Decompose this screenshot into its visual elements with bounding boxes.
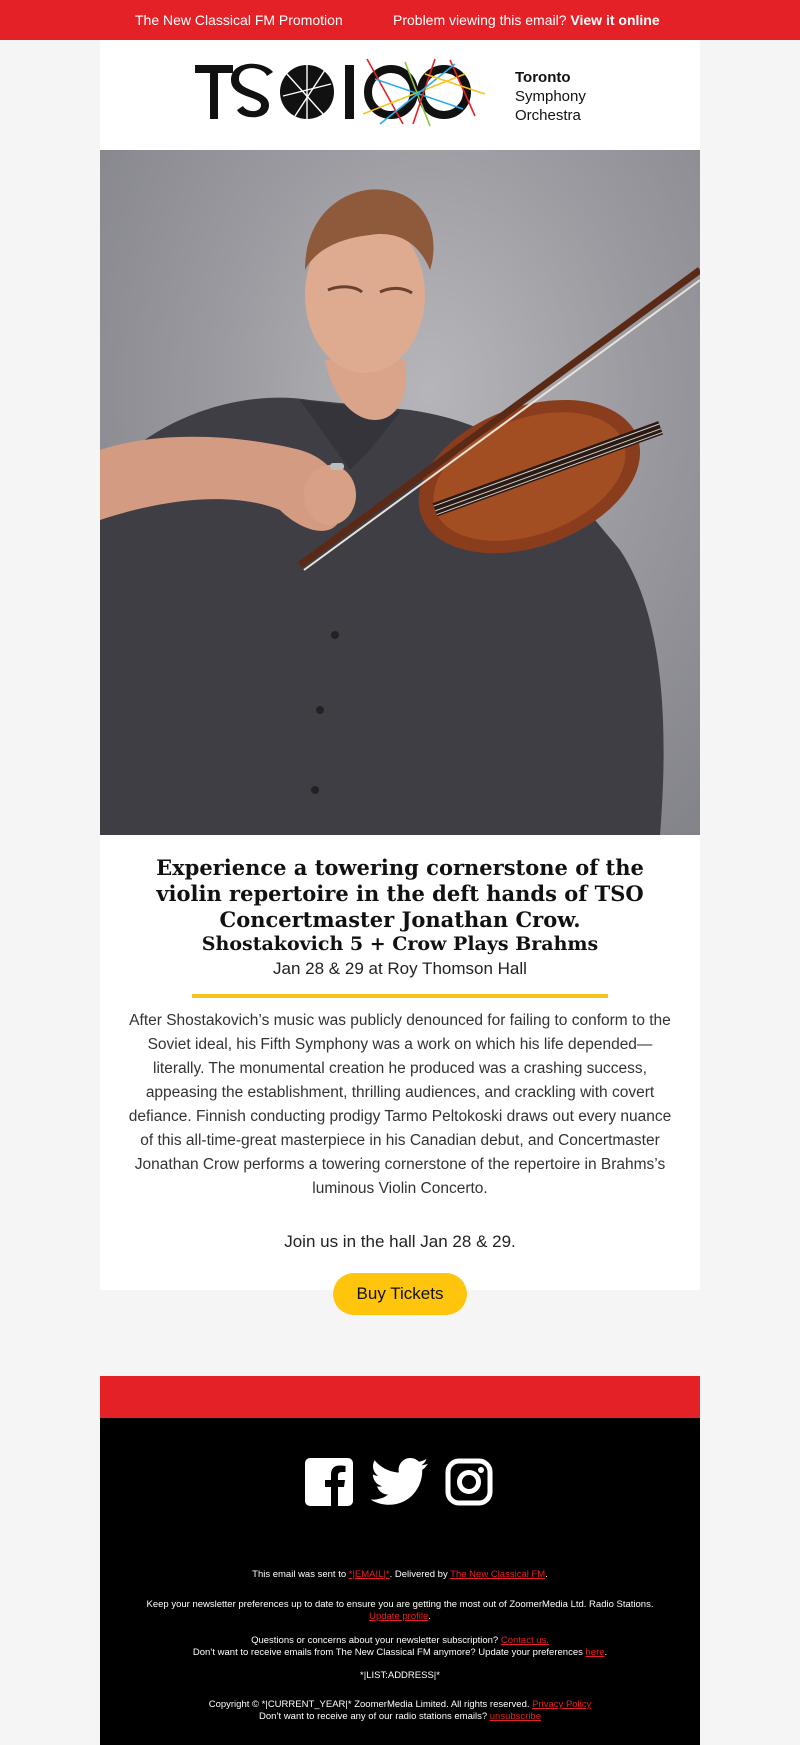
instagram-icon[interactable] [445, 1458, 493, 1506]
concert-date: Jan 28 & 29 at Roy Thomson Hall [273, 959, 527, 978]
orchestra-name [515, 68, 586, 125]
violinist-illustration [100, 150, 700, 835]
contact-us-link[interactable]: Contact us. [500, 1635, 549, 1646]
logo-header [100, 40, 700, 150]
copyright-line [100, 1699, 700, 1711]
questions-text: Questions or concerns about your newsletter subscription? [251, 1635, 501, 1646]
logo-line-2: Symphony [515, 88, 586, 105]
sent-prefix: This email was sent to [252, 1569, 349, 1580]
period: . [604, 1647, 608, 1658]
sent-to-line [100, 1569, 700, 1581]
copyright-text: Copyright © *|CURRENT_YEAR|* ZoomerMedia Limited. All rights reserved. [208, 1699, 533, 1710]
view-online-notice [393, 12, 660, 28]
preferences-text: Keep your newsletter preferences up to date to ensure you are getting the most out of ZoomerMedia Ltd. Radio Stations. [146, 1599, 654, 1610]
buy-tickets-button[interactable]: Buy Tickets [333, 1273, 467, 1315]
dont-want-text: Don’t want to receive emails from The New Classical FM anymore? Update your preferences [192, 1647, 586, 1658]
unsubscribe-line [100, 1711, 700, 1723]
headline: Experience a towering cornerstone of the violin repertoire in the deft hands of TSO Concertmaster Jonathan Crow. [156, 855, 644, 932]
concert-description: After Shostakovich’s music was publicly denounced for failing to conform to the Soviet ideal, his Fifth Symphony was a work on which his life depended—literally. The monumental creation he produced was a crashing success, appeasing the establishment, thrilling audiences, and crackling with covert defiance. Finnish conducting prodigy Tarmo Peltokoski draws out every nuance of this all-time-great masterpiece in his Canadian debut, and Concertmaster Jonathan Crow performs a towering cornerstone of the repertoire in Brahms’s luminous Violin Concerto. [128, 1012, 672, 1197]
list-address: *|LIST:ADDRESS|* [360, 1670, 440, 1681]
logo-line-3: Orchestra [515, 107, 581, 124]
divider [192, 994, 608, 998]
view-online-link[interactable]: View it online [570, 12, 660, 28]
preferences-here-link[interactable]: here [585, 1647, 605, 1658]
join-us-text: Join us in the hall Jan 28 & 29. [284, 1232, 516, 1251]
unsubscribe-text: Don’t want to receive any of our radio stations emails? [259, 1711, 490, 1722]
footer [100, 1418, 700, 1745]
period: . [545, 1569, 548, 1580]
questions-line [100, 1635, 700, 1647]
unsubscribe-link[interactable]: unsubscribe [489, 1711, 541, 1722]
email-merge-link[interactable]: *|EMAIL|* [348, 1569, 390, 1580]
promo-label: The New Classical FM Promotion [135, 12, 343, 28]
problem-text: Problem viewing this email? [393, 12, 567, 28]
period: . [428, 1611, 431, 1622]
hero-image[interactable] [100, 150, 700, 835]
delivered-by: . Delivered by [389, 1569, 451, 1580]
footer-red-band [100, 1376, 700, 1418]
top-bar [0, 0, 800, 40]
logo-line-1: Toronto [515, 69, 571, 86]
station-link[interactable]: The New Classical FM [450, 1569, 546, 1580]
update-profile-link[interactable]: Update profile [369, 1611, 429, 1622]
facebook-icon[interactable] [305, 1458, 353, 1506]
concert-title: Shostakovich 5 + Crow Plays Brahms [201, 933, 599, 955]
preferences-line [100, 1647, 700, 1659]
privacy-policy-link[interactable]: Privacy Policy [532, 1699, 592, 1710]
tso100-logo[interactable] [195, 54, 505, 134]
twitter-icon[interactable] [371, 1458, 429, 1506]
update-profile-line [100, 1611, 700, 1623]
